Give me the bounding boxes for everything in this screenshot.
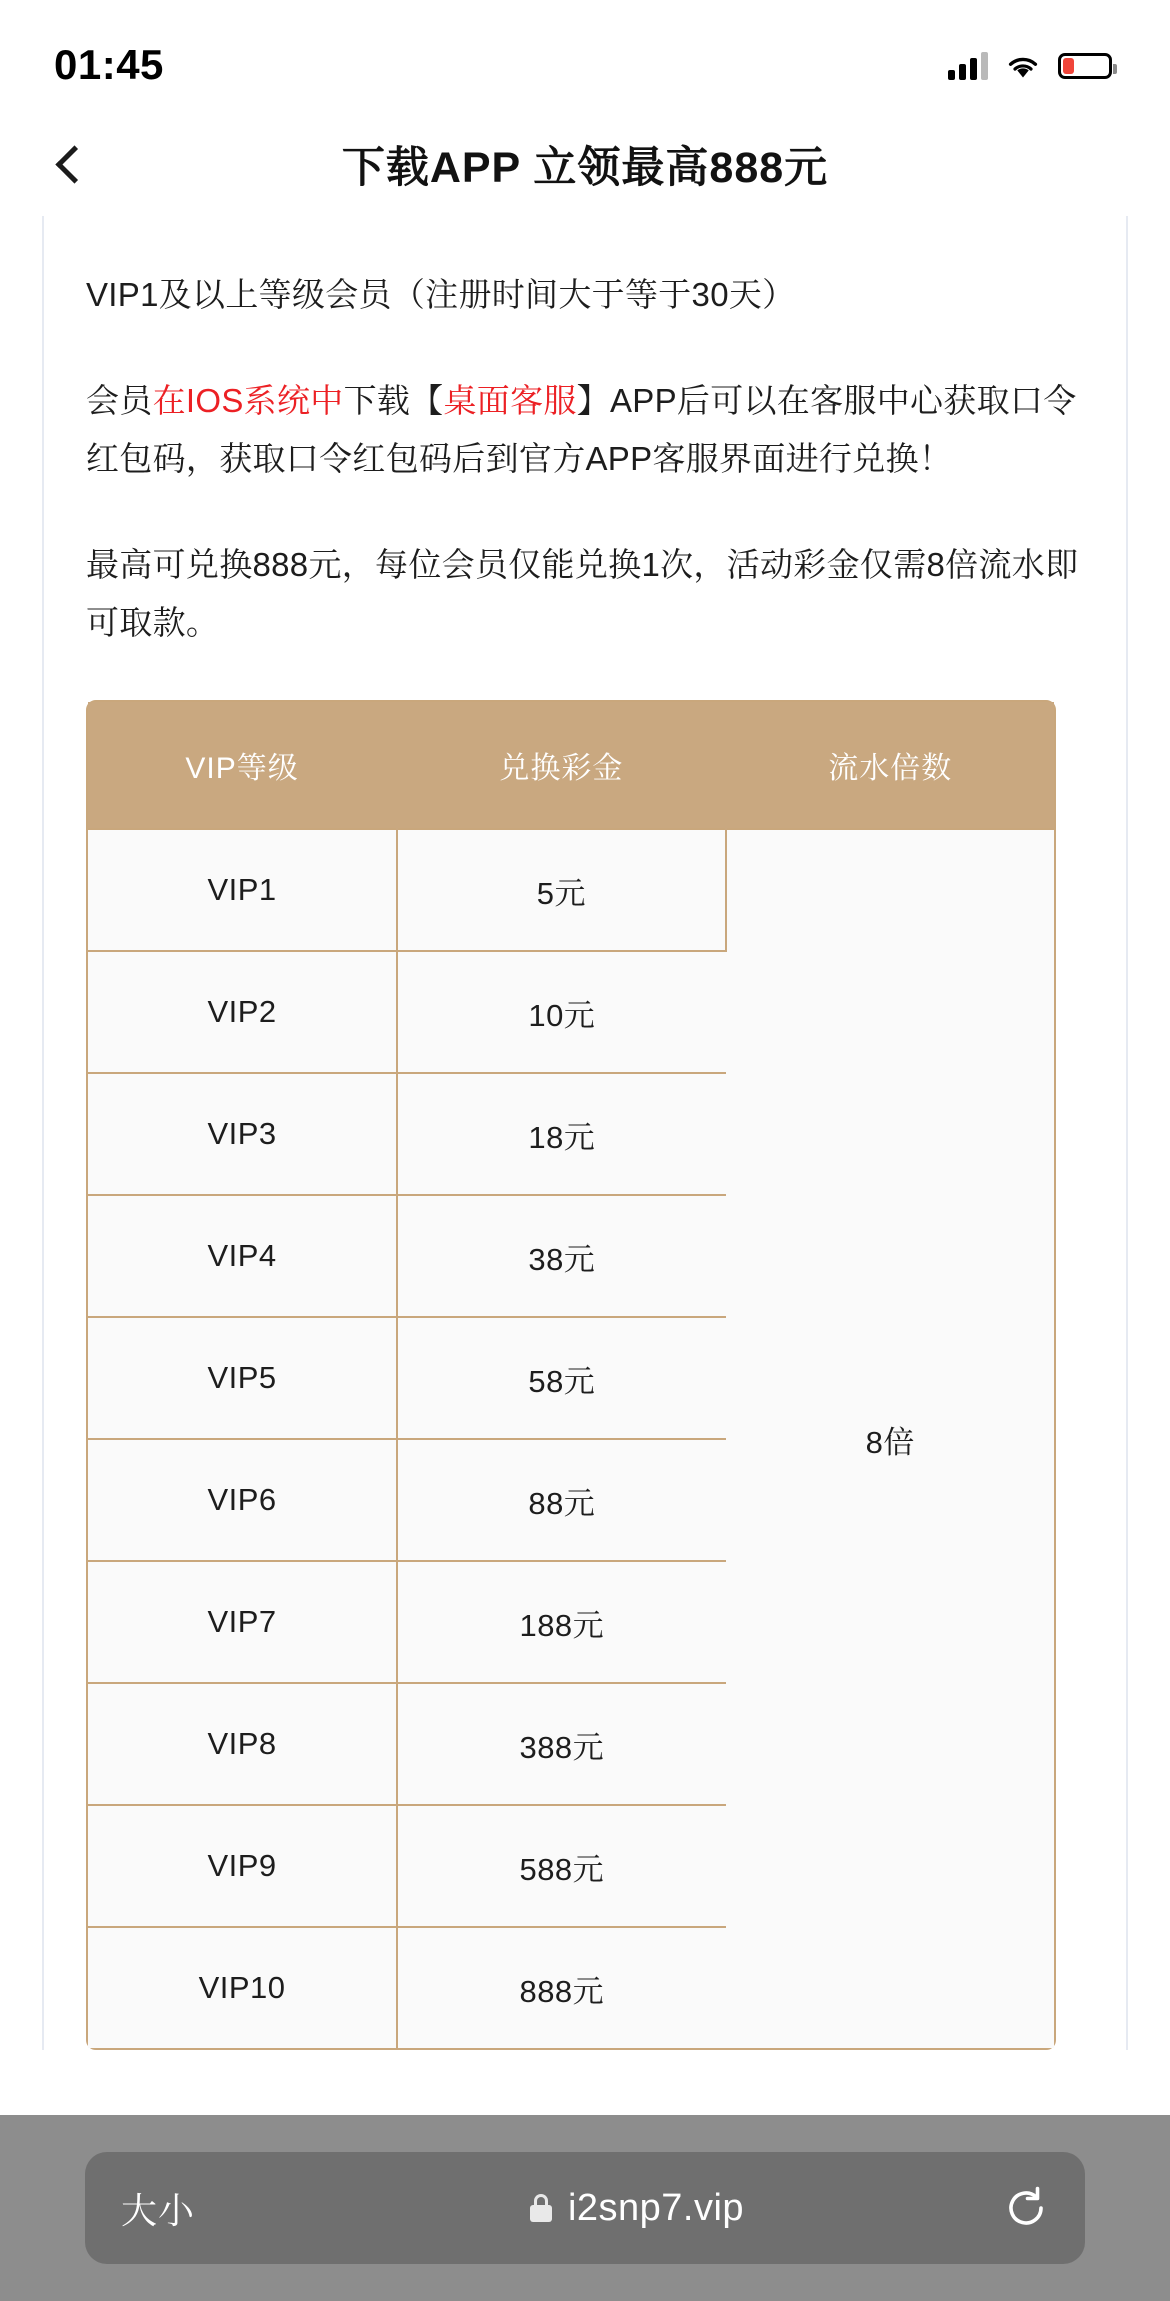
- ios-seg-3: 下载【: [343, 382, 444, 419]
- status-bar-indicators: [948, 32, 1112, 80]
- browser-toolbar: [0, 2115, 1170, 2301]
- chevron-left-icon: [55, 145, 93, 183]
- cell-vip-level: VIP3: [88, 1073, 397, 1195]
- ios-seg-5: 】APP后可以在客服中心获取口令红包码，获取口令红包码后到官方APP客服界面进行兑换！: [86, 382, 1077, 477]
- promo-content-card: [42, 216, 1128, 2050]
- status-bar: [0, 0, 1170, 112]
- text-size-button[interactable]: 大小: [121, 2189, 196, 2231]
- content-scroll-area[interactable]: [0, 216, 1170, 2009]
- limits-text: 最高可兑换888元，每位会员仅能兑换1次，活动彩金仅需8倍流水即可取款。: [86, 546, 1079, 641]
- cell-bonus: 38元: [397, 1195, 725, 1317]
- cell-vip-level: VIP4: [88, 1195, 397, 1317]
- cell-vip-level: VIP8: [88, 1683, 397, 1805]
- page-title: 下载APP 立领最高888元: [341, 143, 829, 192]
- ios-seg-2-highlight: 在IOS系统中: [152, 382, 344, 419]
- cell-bonus: 888元: [397, 1927, 725, 2048]
- cell-vip-level: VIP5: [88, 1317, 397, 1439]
- paragraph-limits: [86, 536, 1084, 652]
- cell-bonus: 88元: [397, 1439, 725, 1561]
- table-header-row: [88, 702, 1054, 829]
- cell-bonus: 5元: [397, 829, 725, 951]
- back-button[interactable]: [40, 134, 100, 194]
- cell-bonus: 18元: [397, 1073, 725, 1195]
- cell-vip-level: VIP1: [88, 829, 397, 951]
- address-bar-url-group[interactable]: [271, 2187, 1003, 2230]
- page-header: [0, 112, 1170, 216]
- cell-vip-level: VIP9: [88, 1805, 397, 1927]
- cell-vip-level: VIP2: [88, 951, 397, 1073]
- column-header-wager: 流水倍数: [726, 702, 1054, 829]
- address-bar[interactable]: [85, 2152, 1085, 2264]
- cellular-signal-icon: [948, 52, 988, 80]
- table-row: [88, 829, 1054, 951]
- cell-vip-level: VIP6: [88, 1439, 397, 1561]
- column-header-bonus: 兑换彩金: [397, 702, 725, 829]
- cell-vip-level: VIP10: [88, 1927, 397, 2048]
- reload-icon[interactable]: [1003, 2185, 1049, 2231]
- column-header-vip-level: VIP等级: [88, 702, 397, 829]
- lock-icon: [530, 2194, 552, 2222]
- eligibility-text: VIP1及以上等级会员（注册时间大于等于30天）: [86, 276, 796, 313]
- cell-bonus: 388元: [397, 1683, 725, 1805]
- cell-vip-level: VIP7: [88, 1561, 397, 1683]
- wifi-icon: [1004, 52, 1042, 80]
- ios-seg-1: 会员: [86, 382, 153, 419]
- cell-bonus: 188元: [397, 1561, 725, 1683]
- paragraph-eligibility: [86, 266, 1084, 324]
- vip-reward-table: [86, 700, 1056, 2050]
- paragraph-ios-instructions: [86, 372, 1084, 488]
- status-bar-time: 01:45: [54, 41, 164, 88]
- cell-wager-multiplier: 8倍: [726, 829, 1054, 2048]
- url-text: i2snp7.vip: [567, 2186, 745, 2229]
- cell-bonus: 10元: [397, 951, 725, 1073]
- cell-bonus: 58元: [397, 1317, 725, 1439]
- cell-bonus: 588元: [397, 1805, 725, 1927]
- battery-low-icon: [1058, 53, 1112, 79]
- ios-seg-4-highlight: 桌面客服: [443, 382, 577, 419]
